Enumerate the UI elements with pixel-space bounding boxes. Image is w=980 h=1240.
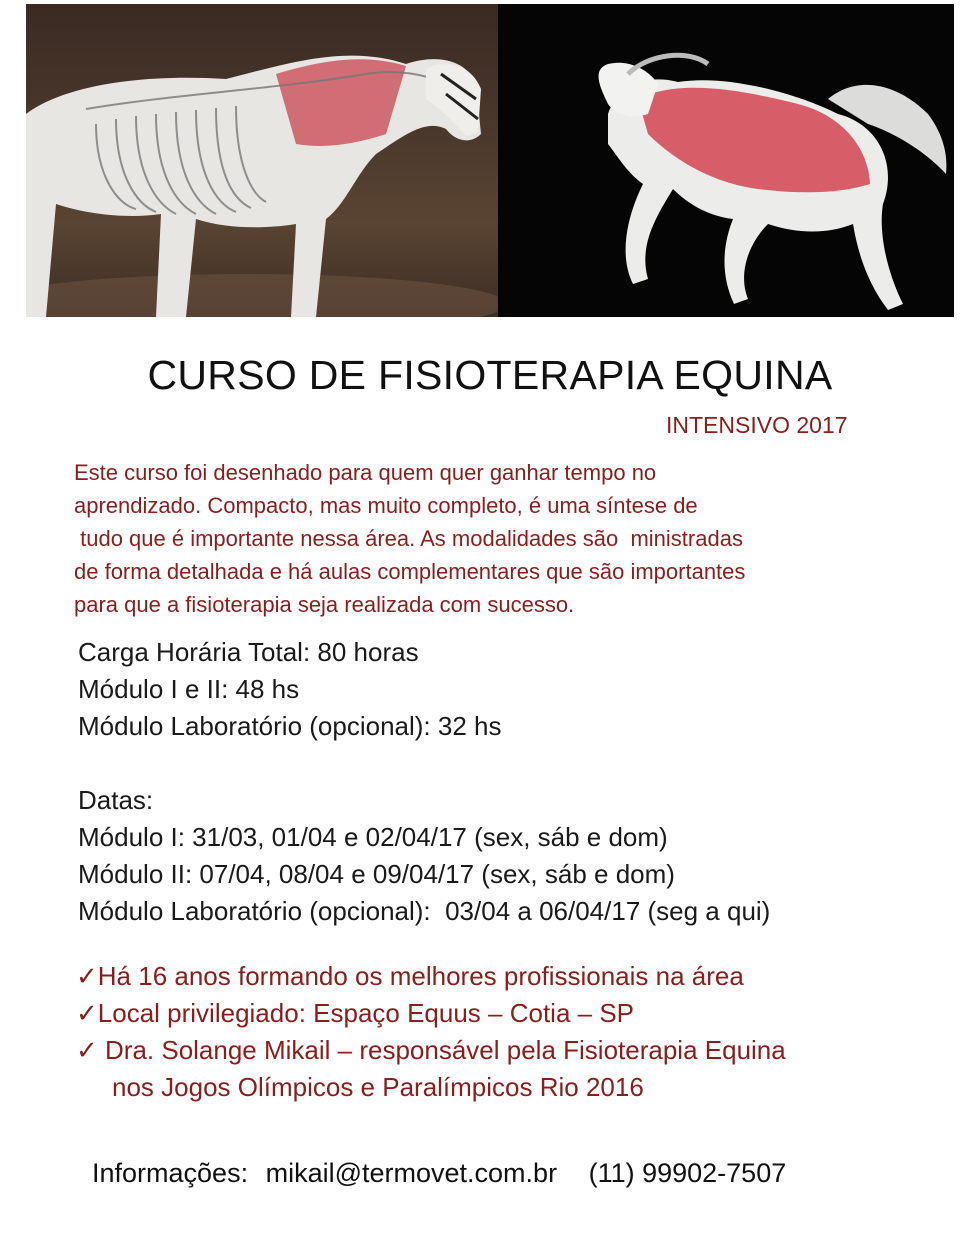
contact-line (92, 1158, 796, 1189)
banner (26, 4, 954, 317)
date-line-module-2: Módulo II: 07/04, 08/04 e 09/04/17 (sex, sáb e dom) (78, 859, 675, 889)
date-line-lab: Módulo Laboratório (opcional): 03/04 a 06/04/17 (seg a qui) (78, 896, 771, 926)
spacer (78, 745, 770, 782)
workload-lab: Módulo Laboratório (opcional): 32 hs (78, 711, 502, 741)
course-details (78, 634, 770, 930)
horse-muscle-photo (498, 4, 954, 317)
intro-line: Este curso foi desenhado para quem quer ganhar tempo no (74, 460, 657, 485)
page-title: CURSO DE FISIOTERAPIA EQUINA (147, 352, 833, 398)
highlight-item: ✓Local privilegiado: Espaço Equus – Cotia – SP (76, 998, 634, 1028)
horse-skeleton-illustration (26, 4, 498, 317)
highlight-item: ✓Há 16 anos formando os melhores profissionais na área (76, 961, 744, 991)
contact-phone[interactable]: (11) 99902-7507 (588, 1158, 787, 1188)
contact-label: Informações: (92, 1158, 249, 1188)
intro-line: para que a fisioterapia seja realizada com sucesso. (74, 592, 575, 617)
dates-heading: Datas: (78, 785, 154, 815)
workload-total: Carga Horária Total: 80 horas (78, 637, 419, 667)
highlight-item: ✓ Dra. Solange Mikail – responsável pela Fisioterapia Equina (76, 1035, 786, 1065)
intro-line: de forma detalhada e há aulas complementares que são importantes (74, 559, 746, 584)
horse-skeleton-photo (26, 4, 498, 317)
horse-muscle-illustration (498, 4, 954, 317)
date-line-module-1: Módulo I: 31/03, 01/04 e 02/04/17 (sex, sáb e dom) (78, 822, 668, 852)
contact-email[interactable]: mikail@termovet.com.br (265, 1158, 558, 1188)
highlights-list (76, 958, 786, 1106)
intro-paragraph (74, 456, 944, 621)
intro-line: aprendizado. Compacto, mas muito completo, é uma síntese de (74, 493, 698, 518)
intro-line: tudo que é importante nessa área. As modalidades são ministradas (74, 526, 743, 551)
highlight-item-continuation: nos Jogos Olímpicos e Paralímpicos Rio 2016 (112, 1072, 644, 1102)
workload-modules: Módulo I e II: 48 hs (78, 674, 300, 704)
page-subtitle: INTENSIVO 2017 (666, 412, 848, 438)
